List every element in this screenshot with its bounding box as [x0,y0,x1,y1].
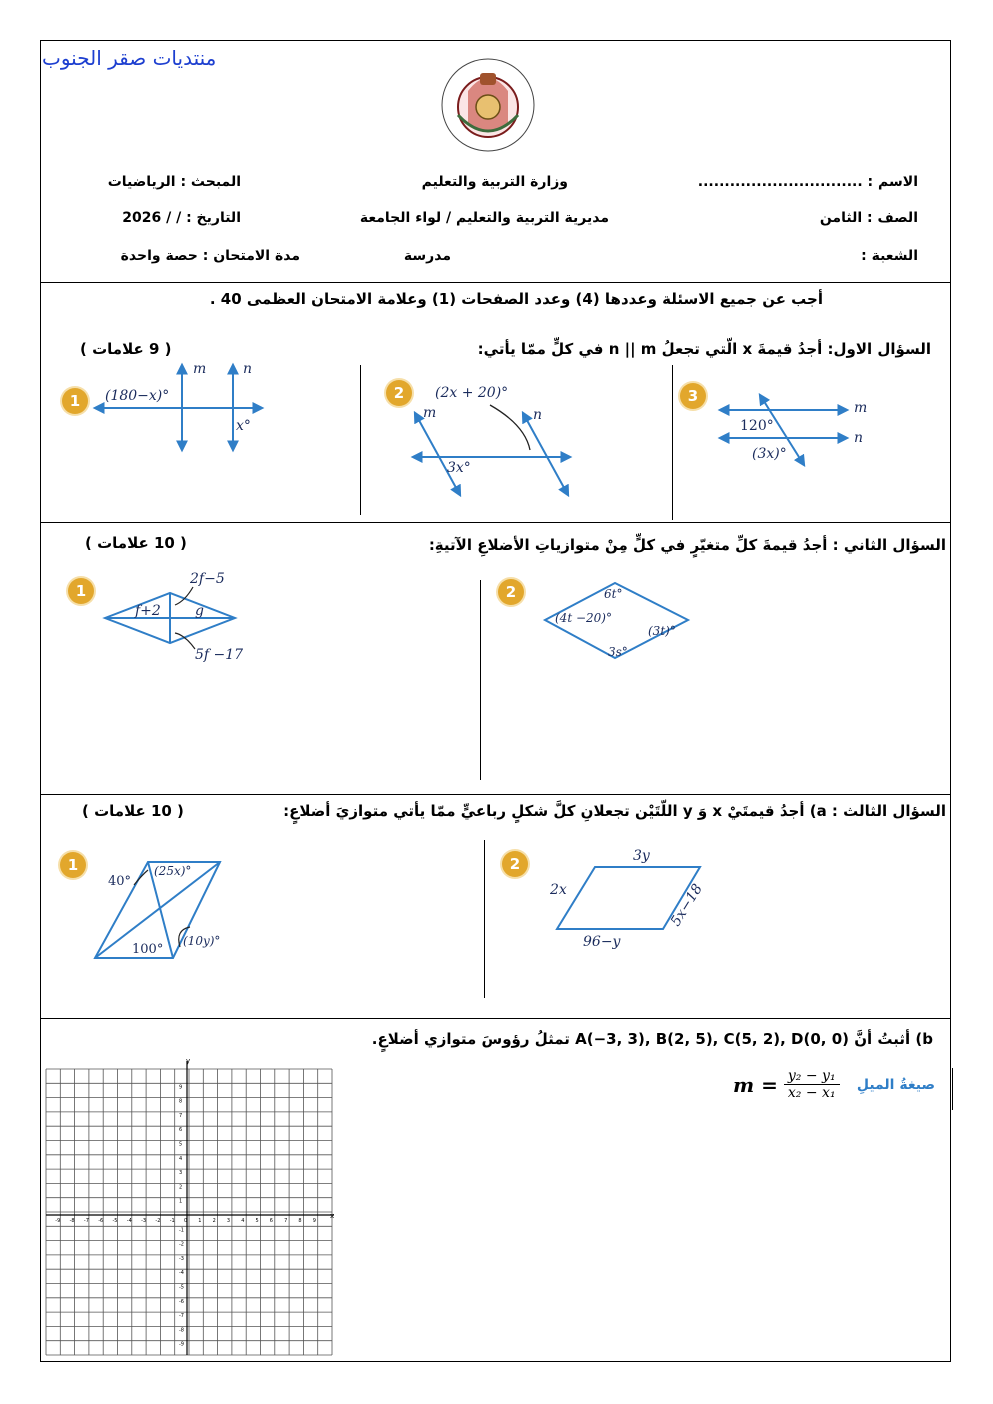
q1-f1-angle: (180−x)° [105,388,170,404]
q4-title: b) أثبتُ أنَّ A(−3, 3), B(2, 5), C(5, 2), D(0, 0) تمثلُ رؤوسَ متوازي أضلاعٍ. [371,1030,933,1048]
q3-f2-right: 5x−18 [667,881,706,930]
header-divider [40,282,951,283]
grid-y-tick-label: -5 [179,1284,184,1291]
name-field [698,174,918,190]
exam-duration: مدة الامتحان : حصة واحدة [120,248,300,264]
grid-y-tick-label: -4 [179,1270,184,1277]
q1-f2-m: m [423,405,437,421]
subject: المبحث : الرياضيات [107,174,241,190]
exam-date: التاريخ : / / 2026 [122,210,241,226]
q3-marks: ( 10 علامات ) [82,802,184,820]
q3-f2-left: 2x [550,882,567,898]
q1-f2-angle: (2x + 20)° [435,385,509,401]
grid-y-tick-label: 7 [179,1112,183,1119]
q3-f1-b: (25x)° [154,864,192,878]
site-name: منتديات صقر الجنوب [42,46,217,70]
grid-y-tick-label: 9 [179,1084,183,1091]
q3-divider [484,840,485,998]
q2-bottom-divider [40,794,951,795]
formula-box-edge [952,1068,953,1110]
grid-x-tick-label: -7 [83,1218,89,1224]
grid-x-tick-label: -2 [155,1218,161,1224]
grade: الصف : الثامن [819,210,918,226]
q2-f1-top: 2f−5 [190,571,225,587]
q3-f2-bottom: 96−y [583,934,621,950]
grid-x-tick-label: 4 [241,1218,245,1224]
q1-figure-2 [405,375,580,500]
q1-f2-angle-pointer [490,405,530,450]
q2-divider [480,580,481,780]
q1-f2-line-m [415,413,460,495]
q1-badge-3: 3 [680,383,706,409]
q1-badge-1: 1 [62,388,88,414]
q1-f3-n: n [854,430,864,446]
grid-y-tick-label: 1 [179,1198,183,1205]
grid-y-tick-label: -1 [179,1227,184,1234]
q1-f1-m: m [193,361,207,377]
grid-x-tick-label: -9 [55,1218,61,1224]
q3-f1-pointer-top [134,870,148,885]
q2-figure-1 [100,565,260,670]
grid-x-tick-label: 9 [312,1218,316,1224]
q2-badge-1: 1 [68,578,94,604]
grid-x-label: x [330,1212,335,1220]
grid-y-tick-label: -7 [179,1313,184,1320]
slope-formula [733,1068,840,1101]
grid-y-tick-label: -8 [179,1327,184,1334]
grid-x-tick-label: 7 [284,1218,288,1224]
q1-f2-n: n [533,407,543,423]
grid-x-tick-label: -3 [141,1218,147,1224]
q2-f1-g: g [195,603,204,619]
coordinate-grid [42,1055,342,1360]
grid-y-tick-label: 2 [179,1184,183,1191]
slope-label: صيغةُ الميلِ [856,1077,935,1093]
grid-x-tick-label: 3 [226,1218,231,1224]
q1-badge-2: 2 [386,380,412,406]
ministry-crest [428,55,548,155]
grid-x-tick-label: 8 [298,1218,302,1224]
q2-f2-left: (4t −20)° [555,611,612,625]
school: مدرسة [403,248,451,264]
grid-x-tick-label: -5 [112,1218,118,1224]
slope-lhs: m = [733,1072,778,1097]
grid-y-tick-label: -9 [179,1341,184,1348]
q3-f1-c: 100° [132,942,164,957]
grid-x-tick-label: 2 [212,1218,216,1224]
q1-title: السؤال الاول: أجدُ قيمةَ x الّتي تجعلُ n || m في كلٍّ ممّا يأتي: [477,340,931,358]
ministry-name: وزارة التربية والتعليم [421,174,568,190]
q2-title: السؤال الثاني : أجدُ قيمةَ كلِّ متغيّرٍ في كلٍّ مِنْ متوازياتِ الأضلاعِ الآتيةِ: [428,536,946,554]
q3-f2-top: 3y [633,848,650,864]
name-label: الاسم : [867,174,918,190]
q2-f1-bottom: 5f −17 [195,647,244,663]
grid-y-tick-label: 3 [179,1170,183,1177]
q2-figure-2 [540,578,700,668]
grid-x-tick-label: -1 [169,1218,175,1224]
q1-f1-n: n [243,361,253,377]
grid-y-tick-label: -3 [179,1255,184,1262]
q1-f3-angle: 120° [740,418,774,434]
directorate: مديرية التربية والتعليم / لواء الجامعة [359,210,609,226]
q1-divider-right [672,365,673,520]
q3-badge-1: 1 [60,852,86,878]
q1-figure-3 [712,390,892,480]
grid-y-label: y [186,1057,191,1065]
q2-f2-top: 6t° [604,587,623,601]
grid-x-tick-label: -4 [126,1218,132,1224]
q2-marks: ( 10 علامات ) [85,534,187,552]
q1-f2-line-n [523,413,568,495]
grid-x-tick-label: 0 [184,1218,188,1224]
q2-f2-right: (3t)° [648,624,676,638]
q2-f2-bottom: 3s° [608,645,628,659]
q1-marks: ( 9 علامات ) [80,340,172,358]
q1-figure-1 [90,355,270,455]
q1-divider-left [360,365,361,515]
grid-y-tick-label: 4 [179,1155,183,1162]
q2-f1-left: f+2 [135,603,161,619]
grid-x-tick-label: 6 [269,1218,273,1224]
q3-badge-2: 2 [502,851,528,877]
grid-x-tick-label: 1 [198,1218,202,1224]
q3-f1-d: (10y)° [183,934,221,948]
slope-denominator: x₂ − x₁ [784,1084,840,1101]
q1-f2-x: 3x° [447,460,471,476]
q1-bottom-divider [40,522,951,523]
section: الشعبة : [861,248,918,264]
q3-title: السؤال الثالث : a) أجدُ قيمتَيْ x وَ y اللّتَيْن تجعلانِ كلَّ شكلٍ رباعيٍّ ممّا يأتي متوازيَ أضلاعٍ: [283,802,946,820]
grid-y-tick-label: 5 [179,1141,183,1148]
grid-x-tick-label: -6 [98,1218,104,1224]
q1-f3-x: (3x)° [752,446,787,462]
q3-figure-1 [90,855,240,965]
slope-numerator: y₂ − y₁ [787,1068,836,1084]
grid-x-tick-label: 5 [255,1218,259,1224]
instructions: أجب عن جميع الاسئلة وعددها (4) وعدد الصفحات (1) وعلامة الامتحان العظمى 40 . [209,290,823,308]
q1-f3-m: m [854,400,868,416]
grid-y-tick-label: -2 [179,1241,184,1248]
q2-badge-2: 2 [498,579,524,605]
grid-y-tick-label: -6 [179,1298,184,1305]
grid-y-tick-label: 8 [179,1098,183,1105]
grid-y-tick-label: 6 [179,1127,183,1134]
q3-f1-a: 40° [108,874,132,889]
name-blank: ............................... [697,174,863,190]
q3-bottom-divider [40,1018,951,1019]
q1-f1-x: x° [236,418,251,434]
grid-x-tick-label: -8 [69,1218,75,1224]
q3-figure-2 [545,842,715,952]
